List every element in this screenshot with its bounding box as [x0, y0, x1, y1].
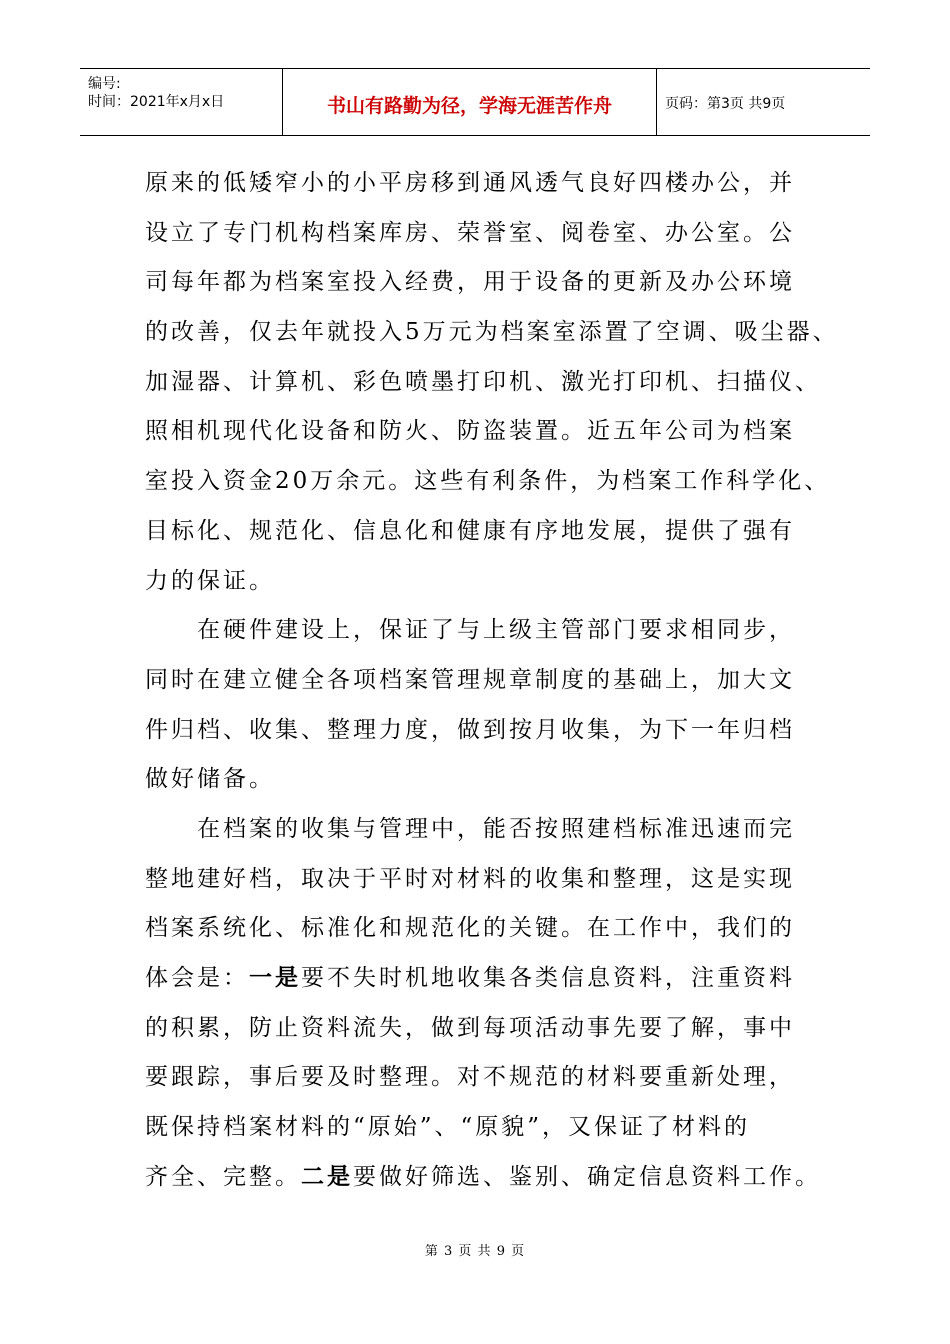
bold-marker-second: 二是 [301, 1163, 353, 1190]
text-line: 同时在建立健全各项档案管理规章制度的基础上，加大文 [145, 666, 795, 693]
text-line: 力的保证。 [145, 567, 275, 594]
text-line [145, 954, 845, 1004]
header-middle-cell [283, 69, 657, 135]
text-line: 设立了专门机构档案库房、荣誉室、阅卷室、办公室。公 [145, 219, 795, 246]
text-line: 加湿器、计算机、彩色喷墨打印机、激光打印机、扫描仪、 [145, 368, 821, 395]
number-label: 编号: [88, 76, 121, 92]
text-line: 原来的低矮窄小的小平房移到通风透气良好四楼办公，并 [145, 170, 795, 196]
text-segment: 齐全、完整。 [145, 1163, 301, 1190]
text-line [145, 1153, 845, 1203]
text-line: 件归档、收集、整理力度，做到按月收集，为下一年归档 [145, 716, 795, 743]
text-line: 做好储备。 [145, 766, 275, 793]
text-line: 司每年都为档案室投入经费，用于设备的更新及办公环境 [145, 269, 795, 296]
text-segment: 要做好筛选、鉴别、确定信息资料工作。 [353, 1163, 821, 1190]
text-line: 档案系统化、标准化和规范化的关键。在工作中，我们的 [145, 915, 795, 942]
text-segment: 体会是： [145, 965, 249, 991]
page-footer: 第 3 页 共 9 页 [424, 1244, 526, 1259]
header-motto: 书山有路勤为径，学海无涯苦作舟 [326, 95, 612, 117]
text-line: 整地建好档，取决于平时对材料的收集和整理，这是实现 [145, 865, 795, 892]
header-page-info: 页码：第3页 共9页 [665, 96, 786, 112]
bold-marker-first: 一是 [249, 965, 301, 991]
header-right-cell [657, 69, 870, 135]
document-body [145, 159, 845, 1202]
header-left-cell [80, 69, 283, 135]
page-header [80, 68, 870, 136]
text-segment: 要不失时机地收集各类信息资料，注重资料 [301, 965, 795, 991]
text-line: 要跟踪，事后要及时整理。对不规范的材料要重新处理， [145, 1064, 795, 1091]
text-line: 照相机现代化设备和防火、防盗装置。近五年公司为档案 [145, 418, 795, 445]
text-line: 室投入资金20万余元。这些有利条件，为档案工作科学化、 [145, 468, 831, 495]
text-line: 既保持档案材料的“原始”、“原貌”，又保证了材料的 [145, 1114, 751, 1141]
text-line: 的积累，防止资料流失，做到每项活动事先要了解，事中 [145, 1014, 795, 1041]
text-line: 目标化、规范化、信息化和健康有序地发展，提供了强有 [145, 517, 795, 544]
paragraph-start-line: 在硬件建设上，保证了与上级主管部门要求相同步， [197, 617, 795, 644]
text-line: 的改善，仅去年就投入5万元为档案室添置了空调、吸尘器、 [145, 319, 839, 346]
date-label: 时间：2021年x月x日 [88, 94, 225, 110]
paragraph-start-line: 在档案的收集与管理中，能否按照建档标准迅速而完 [197, 815, 795, 842]
